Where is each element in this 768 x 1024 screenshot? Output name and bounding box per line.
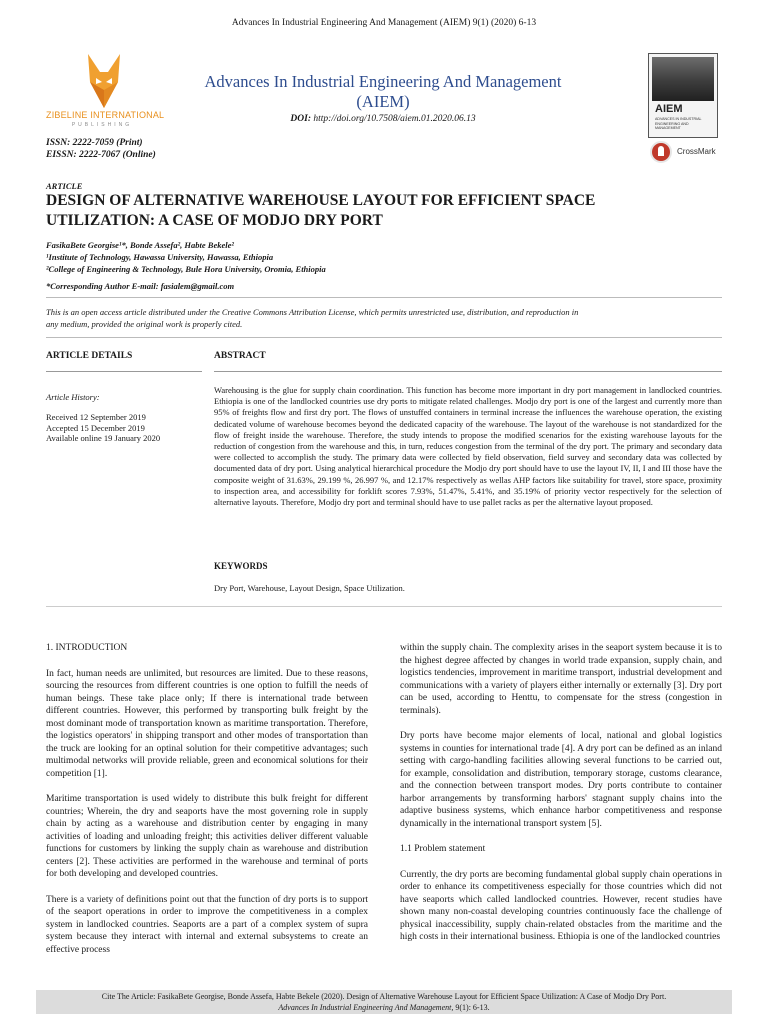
citation-journal	[36, 1002, 732, 1013]
authors-block	[46, 239, 326, 276]
doi-label: DOI:	[290, 114, 311, 124]
online-date: Available online 19 January 2020	[46, 433, 161, 443]
article-type: ARTICLE	[46, 181, 83, 191]
publisher-logo	[46, 50, 165, 130]
authors: FasikaBete Georgise¹*, Bonde Assefa², Habte Bekele²	[46, 240, 234, 250]
keywords-heading: KEYWORDS	[214, 561, 268, 571]
citation-footer	[36, 990, 732, 1014]
body-column-left	[46, 642, 368, 969]
cover-image	[652, 57, 714, 101]
article-details-heading: ARTICLE DETAILS	[46, 351, 133, 361]
abstract-heading: ABSTRACT	[214, 351, 266, 361]
paragraph: Maritime transportation is used widely to distribute this bulk freight for different countries; Wherein, the dry and seaports have the most governing role in supply chain by acting as a warehouse and distribution center by engaging in many activities of loading and unloading freight; this activities deliver different valuable functions for customers by linking the supply chain as warehouse and distribution centers [2]. These activities are performed in the warehouse and terminal of ports for both developing and developed countries.	[46, 794, 368, 879]
paragraph: In fact, human needs are unlimited, but resources are limited. Due to these reasons, sourcing the resources from different countries is one option to fulfill the needs of human beings. These take place only; If there is international trade between different countries. However, this performed by transporting bulk freight by the most dominant mode of transportation known as maritime transportation. Therefore, the logistics operators' in shipping transport and other modes of transportation than the truck are looking for an optinal solution for their competitive advantages; such multimodal networks will provide reliable, green and economical solutions for their competition [1].	[46, 668, 368, 779]
paragraph: within the supply chain. The complexity arises in the seaport system because it is to the highest degree affected by changes in world trade expansion, supply chain, and logistics tendencies, improvement in maritime transport, industrial development and communications with a variety of players either internally or externally [3]. Dry port can be used, according to Henttu, to compensate for the stress (congestion in terminals).	[400, 643, 722, 716]
citation-volume: 9(1): 6-13.	[453, 1003, 490, 1012]
divider	[46, 297, 722, 298]
journal-title	[178, 72, 588, 112]
license-line2: any medium, provided the original work is properly cited.	[46, 319, 243, 329]
publisher-sub: PUBLISHING	[71, 122, 133, 128]
affiliation-2: ²College of Engineering & Technology, Bule Hora University, Oromia, Ethiopia	[46, 264, 326, 275]
publisher-name: ZIBELINE INTERNATIONAL	[46, 110, 165, 120]
crossmark-badge[interactable]	[650, 140, 720, 164]
divider	[214, 371, 722, 372]
doi-link[interactable]: http://doi.org/10.7508/aiem.01.2020.06.13	[313, 114, 476, 124]
license-note	[46, 306, 722, 330]
divider	[46, 371, 202, 372]
history-label: Article History:	[46, 392, 100, 402]
section-heading-introduction: 1. INTRODUCTION	[46, 643, 128, 653]
paper-title	[46, 191, 686, 231]
paragraph: Dry ports have become major elements of local, national and global logistics systems in counties for international trade [4]. A dry port can be defined as an inland setting with cargo-handling facilities allowing several functions to be carried out, for example, consolidation and distribution, temporary storage, customs clearance, and the connection between transport modes. Dry ports contribute to container harbor arrangements by transforming harbors' stagnant supply chains into the adaptive business systems, which enhance harbor competitiveness and response dynamically in the international transport system [5].	[400, 731, 722, 829]
issn-block	[46, 137, 156, 161]
journal-title-line1: Advances In Industrial Engineering And Management	[204, 72, 562, 91]
paragraph: There is a variety of definitions point out that the function of dry ports is to support of the seaport operations in order to improve the competitiveness in a complex system in landlocked countries. Seaports are a part of a complex system of supra system because they interact with internal and external subsystems to create an effective process	[46, 894, 368, 955]
paragraph: Currently, the dry ports are becoming fundamental global supply chain operations in order to enhance its competitiveness especially for those countries which did not have seaports which called landlocked countries. However, recent studies have shown many non-coastal developing countries continuously face the challenge of physical inaccessibility, supply chain-related obstacles from the maritime and the high costs in their international business. Ethiopia is one of the landlocked countries	[400, 869, 722, 942]
divider	[46, 606, 722, 607]
issn-print: ISSN: 2222-7059 (Print)	[46, 138, 143, 148]
fox-logo-icon	[78, 52, 130, 110]
paper-title-line1: DESIGN OF ALTERNATIVE WAREHOUSE LAYOUT FOR EFFICIENT SPACE	[46, 192, 596, 209]
history-list	[46, 412, 206, 444]
citation-journal-name: Advances In Industrial Engineering And Management,	[278, 1003, 454, 1012]
paper-title-line2: UTILIZATION: A CASE OF MODJO DRY PORT	[46, 212, 383, 229]
divider	[46, 337, 722, 338]
journal-cover	[648, 53, 718, 138]
crossmark-label: CrossMark	[677, 147, 716, 156]
license-line1: This is an open access article distributed under the Creative Commons Attribution License, which permits unrestricted use, distribution, and reproduction in	[46, 307, 579, 317]
citation-text: Cite The Article: FasikaBete Georgise, Bonde Assefa, Habte Bekele (2020). Design of Alternative Warehouse Layout for Efficient Space Utilization: A Case of Modjo Dry Port.	[101, 992, 667, 1001]
body-column-right	[400, 642, 722, 957]
issn-online: EISSN: 2222-7067 (Online)	[46, 150, 156, 160]
cover-acronym: AIEM	[655, 103, 683, 115]
accepted-date: Accepted 15 December 2019	[46, 422, 145, 433]
corresponding-email: *Corresponding Author E-mail: fasialem@gmail.com	[46, 281, 235, 291]
abstract-text: Warehousing is the glue for supply chain coordination. This function has become more important in dry port management in landlocked countries. Ethiopia is one of the landlocked countries use dry ports to mitigate related challenges. Modjo dry port is one of the largest and currently more than 95% of freights flow and first dry port. The flows of unstuffed containers in terminal increase the influences the warehouse operation, the existing dedicated volume of warehouse becomes beyond the dedicated capacity of the warehouse. The layout of the warehouse is not standardized for the flow of freight inside the warehouse. Therefore, the study intends to propose the modified scenarios for the existing warehouse layouts for the reduction of congestion from the warehouse and this, in turn, reduces congestion from the terminal of the dry port. The primary and secondary data were collected to accomplish the study. The primary data were collected by field observation, field survey and secondary data was collected by documented data of dry port. Using analytical hierarchical procedure the Modjo dry port should have to use the layout IV, II, I and III those have the composite weight of 31.63%, 29.199 %, 26.997 %, and 12.17% respectively as wellas AHP factors like suitability for travel, store space, proximity to inspection area, and accessibility for forklift scores 7.93%, 51.47%, 5.41%, and 35.19% of priority vector respectively for the selection of alternative layouts. Therefore, Modjo dry port and terminal should have to use pallet racks as per the alternative layout proposed.	[214, 385, 722, 508]
received-date: Received 12 September 2019	[46, 412, 146, 422]
running-head: Advances In Industrial Engineering And Management (AIEM) 9(1) (2020) 6-13	[231, 18, 537, 28]
doi-line	[178, 114, 588, 124]
journal-title-line2: (AIEM)	[356, 92, 410, 111]
affiliation-1: ¹Institute of Technology, Hawassa University, Hawassa, Ethiopia	[46, 252, 274, 263]
crossmark-icon	[650, 141, 672, 163]
cover-subtitle: ADVANCES IN INDUSTRIAL ENGINEERING AND MANAGEMENT	[655, 117, 702, 130]
keywords: Dry Port, Warehouse, Layout Design, Space Utilization.	[214, 583, 405, 593]
section-heading-problem-statement: 1.1 Problem statement	[400, 844, 486, 854]
